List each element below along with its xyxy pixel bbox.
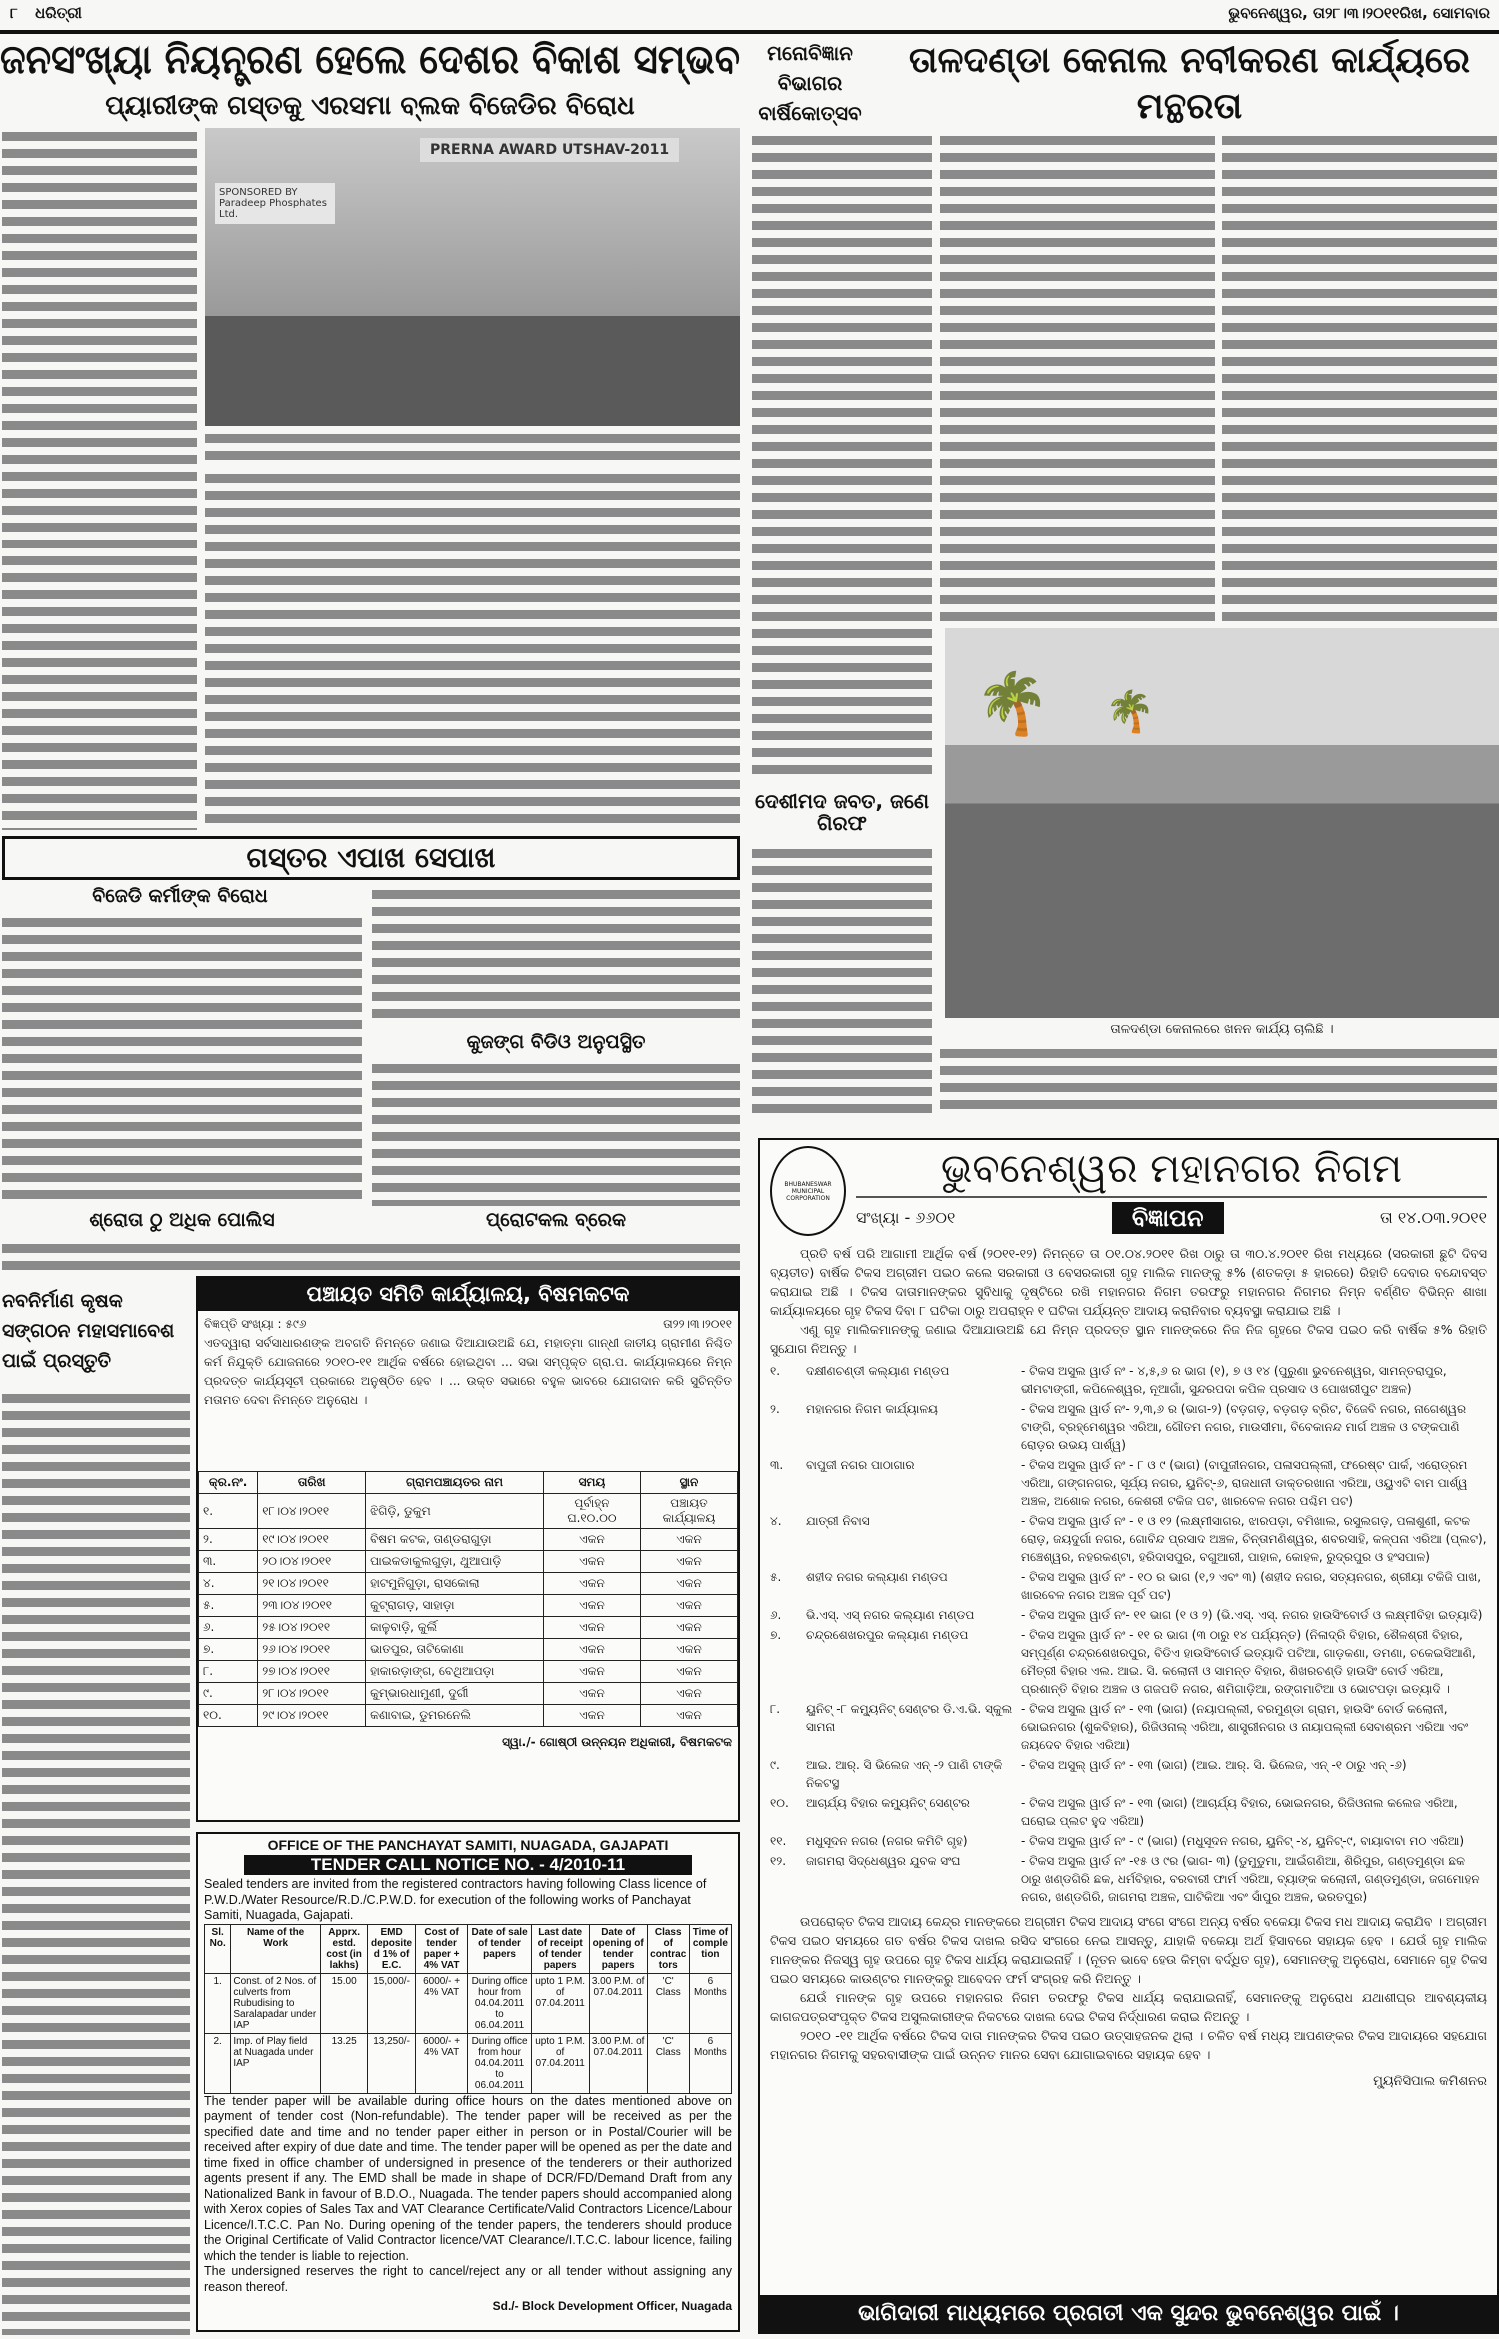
bmc-intro: ପ୍ରତି ବର୍ଷ ପରି ଆଗାମୀ ଆର୍ଥିକ ବର୍ଷ (୨୦୧୧-୧୨) ନିମନ୍ତେ ତା ୦୧.୦୪.୨୦୧୧ ରିଖ ଠାରୁ ତା ୩୦.୪.୨୦୧୧ ରିଖ ମଧ୍ୟରେ (ସରକାରୀ ଛୁଟି ଦିବସ ବ୍ୟତୀତ) ବାର୍ଷିକ ଟିକସ ଅଗ୍ରୀମ ପଇଠ କଲେ ସରକାରୀ ଓ ବେସରକାରୀ ଗୃହ ମାଲିକ ମାନଙ୍କୁ ୫% (ଶତକଡ଼ା ୫ ହାରରେ) ରିହାତି ଦେବାର ବନ୍ଦୋବସ୍ତ କରାଯାଇ ଅଛି । ଟିକସ ଦାତାମାନଙ୍କର ସୁବିଧାକୁ ଦୃଷ୍ଟିରେ ରଖି ମହାନଗର ନିଗମ ତରଫରୁ ମହାନଗର ନିଗମର ନିମ୍ନ ବର୍ଣ୍ଣିତ ବିଭିନ୍ନ ଶାଖା କାର୍ଯ୍ୟାଳୟରେ ଗୃହ ଟିକସ ଦିବା ୮ ଘଟିକା ଠାରୁ ଅପରାହ୍ନ ୧ ଘଟିକା ପର୍ଯ୍ୟନ୍ତ ଆଦାୟ କରାନିବାର ବ୍ୟବସ୍ଥା କରାଯାଇ ଅଛି । <box>770 1246 1487 1318</box>
bmc-title: ଭୁବନେଶ୍ୱର ମହାନଗର ନିଗମ <box>940 1146 1403 1192</box>
table-cell: ଏକନ <box>543 1639 640 1661</box>
canal-body-col2 <box>1222 132 1497 622</box>
list-item <box>770 1456 1487 1510</box>
table-cell: ଏକନ <box>640 1529 737 1551</box>
visit-subhead-1-box <box>20 886 340 907</box>
bmc-number: ସଂଖ୍ୟା - ୬୬୦୧ <box>856 1208 956 1227</box>
table-cell: ୧୮।୦୪।୨୦୧୧ <box>258 1494 366 1529</box>
item-location: ମଧୁସୂଦନ ନଗର (ନଗର କମିଟି ଗୃହ) <box>806 1834 968 1848</box>
table-cell: ଏକନ <box>640 1573 737 1595</box>
lead-body-col3 <box>2 552 197 830</box>
table-cell: ଏକନ <box>543 1683 640 1705</box>
table-header: EMD deposited 1% of E.C. <box>368 1924 415 1973</box>
table-header: ସମୟ <box>543 1472 640 1494</box>
table-row <box>199 1683 738 1705</box>
table-row <box>199 1573 738 1595</box>
table-cell: 'C' Class <box>647 1973 689 2033</box>
item-details: - ଟିକସ ଅସୁଲ ୱାର୍ଡ ନଂ - ୧୧ ର ଭାଗ (୩ ଠାରୁ ୧୪ ପର୍ଯ୍ୟନ୍ତ) (ନିଳାଦ୍ରି ବିହାର, ଶୈଳଶ୍ରୀ ବିହାର, ସମ୍ପୂର୍ଣ୍ଣ ଚନ୍ଦ୍ରଶେଖରପୁର, ବିଡିଏ ହାଉସିଂବୋର୍ଡ ଇତ୍ୟାଦି ପଟିଆ, ଗାଡ଼କଣା, ଡମଣା, ଚକେଇସିଆଣି, ମୈତ୍ରୀ ବିହାର ଏଲ. ଆଇ. ସି. କଲୋନୀ ଓ ସାମନ୍ତ ବିହାର, ଶିଖରଚଣ୍ଡି ହାଉସିଂ ବୋର୍ଡ ଏରିଆ, ପ୍ରଶାନ୍ତି ବିହାର ଅଞ୍ଚଳ ଓ ଗଜପତି ନଗର, ଶମିଗାଡ଼ିଆ, ରଙ୍ଗମାଟିଆ ଓ ଭୋଟପଡ଼ା ଇତ୍ୟାଦି । <box>1021 1628 1476 1696</box>
table-cell: ୧୯।୦୪।୨୦୧୧ <box>258 1529 366 1551</box>
lead-photo <box>205 128 740 426</box>
photo-table <box>205 316 740 426</box>
table-row <box>199 1617 738 1639</box>
tender-title: TENDER CALL NOTICE NO. - 4/2010-11 <box>244 1855 692 1875</box>
item-location: ଭି.ଏସ୍. ଏସ୍ ନଗର କଲ୍ୟାଣ ମଣ୍ଡପ <box>806 1608 975 1622</box>
visit-body-col1 <box>2 914 362 1206</box>
liquor-headline: ଦେଶୀମଦ ଜବତ, ଜଣେ ଗିରଫ <box>755 789 929 835</box>
lead-photo-caption <box>205 430 740 464</box>
item-location: ଜାଗମରା ସିଦ୍ଧେଶ୍ୱର ଯୁବକ ସଂଘ <box>806 1854 961 1868</box>
table-cell: ପୂର୍ବାହ୍ନ ଘ.୧୦.୦୦ <box>543 1494 640 1529</box>
canal-photo-caption-box <box>945 1022 1499 1037</box>
canal-photo-caption: ତାଳଦଣ୍ଡା କେନାଲରେ ଖନନ କାର୍ଯ୍ୟ ଚାଲିଛି । <box>1110 1022 1334 1037</box>
canal-body-col3 <box>940 1045 1497 1117</box>
table-cell: 15,000/- <box>368 1973 415 2033</box>
table-cell: ପଞ୍ଚାୟତ କାର୍ଯ୍ୟାଳୟ <box>640 1494 737 1529</box>
photo-sponsor: SPONSORED BY Paradeep Phosphates Ltd. <box>215 183 335 224</box>
table-cell: କାଳୁବାଡ଼ି, କୁର୍ଲି <box>366 1617 544 1639</box>
list-item <box>770 1756 1487 1792</box>
table-row <box>205 2033 732 2093</box>
table-cell: ୮. <box>199 1661 258 1683</box>
table-cell: ଏକନ <box>640 1683 737 1705</box>
table-cell: 15.00 <box>320 1973 367 2033</box>
tender-signature: Sd./- Block Development Officer, Nuagada <box>492 2299 732 2313</box>
item-details: - ଟିକସ ଅସୁଲ ୱାର୍ଡ ନଂ - ୧୩ (ଭାଗ) (ନୟାପଲ୍ଲୀ, ବରମୁଣ୍ଡା ଗ୍ରାମ, ହାଉସିଂ ବୋର୍ଡ କଲୋନୀ, ଭୋଇନଗର (ଶୁକବିହାର), ରିଜିଓନାଲ୍ ଏରିଆ, ଶାସ୍ତ୍ରୀନଗର ଓ ନାୟାପଲ୍ଲୀ ସେବାଶ୍ରମ ଏରିଆ ଏବଂ ଜୟଦେବ ବିହାର ଏରିଆ) <box>1021 1702 1469 1752</box>
table-cell: 13.25 <box>320 2033 367 2093</box>
bmc-seal <box>770 1146 846 1236</box>
side-headline: ମନୋବିଜ୍ଞାନ ବିଭାଗର ବାର୍ଷିକୋତ୍ସବ <box>758 41 862 125</box>
lead-headline-box <box>0 38 740 86</box>
table-cell: ୬. <box>199 1617 258 1639</box>
table-cell: ଏକନ <box>543 1661 640 1683</box>
list-item <box>770 1832 1487 1850</box>
table-cell: ୪. <box>199 1573 258 1595</box>
item-number: ୫. <box>770 1570 782 1584</box>
table-header: Apprx. estd. cost (in lakhs) <box>320 1924 367 1973</box>
table-cell: ଝିଗିଡ଼ି, ଡୁକୁମ <box>366 1494 544 1529</box>
panchayat-schedule-table <box>198 1471 738 1727</box>
table-cell: ୧. <box>199 1494 258 1529</box>
item-details: - ଟିକସ ଅସୁଲ ୱାର୍ଡ ନଂ -୧୫ ଓ ୯ର (ଭାଗ- ୩) (ଡୁମୁଡୁମା, ଆଇଁଗଣିଆ, ଶିରିପୁର, ଗଣ୍ଡମୁଣ୍ଡା ଛକ ଠାରୁ ଖଣ୍ଡଗିରି ଛକ, ଧର୍ମବିହାର, ବରବାରୀ ଫାର୍ମ ଏରିଆ, ବ୍ୟାଙ୍କ କଲୋନୀ, ଗଣ୍ଡମୁଣ୍ଡା, ଜଗମୋହନ ନଗର, ଖଣ୍ଡଗିରି, ଜାଗମରା ଅଞ୍ଚଳ, ଘାଟିକିଆ ଏବଂ ସାଁପୁର ଅଞ୍ଚଳ, ଭରତପୁର) <box>1021 1854 1480 1904</box>
item-location: ଆଚାର୍ଯ୍ୟ ବିହାର କମ୍ୟୁନିଟ୍ ସେଣ୍ଟର <box>806 1796 970 1810</box>
tender-notice <box>196 1832 740 2332</box>
visit-body-col2b <box>372 1060 740 1206</box>
bmc-seal-text: BHUBANESWAR MUNICIPAL CORPORATION <box>784 1180 832 1202</box>
item-details: - ଟିକସ ଅସୁଲ ୱାର୍ଡ ନଂ- ୨,୩,୬ ର (ଭାଗ-୨) (ବଡ଼ଗଡ଼, ବଡ଼ଗଡ଼ ବ୍ରିଟ, ବିଜେବି ନଗର, ନାଗେଶ୍ୱର ଟାଙ୍ଗି, ବ୍ରହ୍ମେଶ୍ୱର ଏରିଆ, ଗୌତମ ନଗର, ମାଉସୀମା, ବିବେକାନନ୍ଦ ମାର୍ଗ ଅଞ୍ଚଳ ଓ ଟଙ୍କପାଣି ରୋଡ଼ର ଉଭୟ ପାର୍ଶ୍ୱ) <box>1021 1402 1467 1452</box>
palm-tree-icon: 🌴 <box>975 669 1050 739</box>
table-row <box>199 1705 738 1727</box>
bmc-signature: ମ୍ୟୁନିସିପାଲ କମିଶନର <box>1373 2074 1487 2089</box>
item-details: - ଟିକସ ଅସୁଲ ୱାର୍ଡ ନଂ- ୧୧ ଭାଗ (୧ ଓ ୨) (ଭି.ଏସ୍. ଏସ୍. ନଗର ହାଉସିଂବୋର୍ଡ ଓ ଲକ୍ଷ୍ମୀବିହା ଇତ୍ୟାଦି) <box>1021 1608 1483 1622</box>
panchayat-signature: ସ୍ୱା./- ଗୋଷ୍ଠୀ ଉନ୍ନୟନ ଅଧିକାରୀ, ବିଷମକଟକ <box>502 1735 732 1749</box>
item-location: ୟୁନିଟ୍ -୮ କମ୍ୟୁନିଟ୍ ସେଣ୍ଟର ଡି.ଏ.ଭି. ସ୍କୁଲ ସାମନା <box>806 1702 1013 1734</box>
table-header: Class of contractors <box>647 1924 689 1973</box>
table-cell: During office from hour 04.04.2011 to 06.04.2011 <box>468 2033 531 2093</box>
table-header: ସ୍ଥାନ <box>640 1472 737 1494</box>
table-cell: upto 1 P.M. of 07.04.2011 <box>531 2033 589 2093</box>
list-item <box>770 1362 1487 1398</box>
visit-banner-box <box>2 836 740 880</box>
list-item <box>770 1794 1487 1830</box>
item-number: ୬. <box>770 1608 782 1622</box>
canal-headline: ତାଳଦଣ୍ଡା କେନାଲ ନବୀକରଣ କାର୍ଯ୍ୟରେ ମନ୍ଥରତା <box>908 40 1471 127</box>
table-cell: ପାଇକଡାକୁଲଗୁଡ଼ା, ଥୁଆପାଡ଼ି <box>366 1551 544 1573</box>
item-number: ୧୨. <box>770 1854 787 1868</box>
table-cell: ଏକନ <box>543 1551 640 1573</box>
item-details: - ଟିକସ ଅସୁଲ ୱାର୍ଡ ନଂ - ୧ ଓ ୧୨ (ଲକ୍ଷ୍ମୀସାଗର, ଝାରପଡ଼ା, ବମିଖାଲ, ରସୁଲଗଡ଼, ପଳାଶୁଣୀ, କଟକ ରୋଡ଼, ଜୟଦୁର୍ଗା ନଗର, ଗୋବିନ୍ଦ ପ୍ରସାଦ ଅଞ୍ଚଳ, ଚିନ୍ତାମଣିଶ୍ୱର, ଶବରସାହି, କଳ୍ପନା ଏରିଆ (ପ୍ଲଟ), ମଞ୍ଚେଶ୍ୱର, ନହରକଣ୍ଟା, ହରିଦାସପୁର, ବଗୁଆରୀ, ପାହାଳ, କୋହଳ, ରୁଦ୍ରପୁର ଓ ହଂସପାଳ) <box>1021 1514 1487 1564</box>
table-header: ତାରିଖ <box>258 1472 366 1494</box>
farmer-body <box>2 1390 190 2335</box>
table-header: Date of sale of tender papers <box>468 1924 531 1973</box>
visit-subhead-2: କୁଜଙ୍ଗ ବିଡିଓ ଅନୁପସ୍ଥିତ <box>466 1031 646 1053</box>
visit-banner: ଗସ୍ତର ଏପାଖ ସେପାଖ <box>246 841 496 874</box>
tender-terms: The tender paper will be available during office hours on the dates mentioned above on payment of tender cost (Non-refundable). The tender paper will be received as per the specified date and time and no tender paper either in person or in Postal/Courier will be received after expiry of due date and time. The tender paper will be opened as per the date and time fixed in office chamber of undersigned in presence of the tenderers or their authorized agents present if any. The EMD shall be made in shape of DCR/FD/Demand Draft from any Nationalized Bank in favour of B.D.O., Nuagada. The tender papers should accompanied along with Xerox copies of Sales Tax and VAT Clearance Certificate/Valid Contractors Licence/Labour Licence/I.T.C.C. Pan No. During opening of the tender papers, the tenderers should produce the Original Certificate of Valid Contractor licence/VAT Clearance/I.T.C.C. labour licence, failing which the tender is liable to rejection. <box>204 2093 732 2263</box>
table-row <box>199 1639 738 1661</box>
list-item <box>770 1568 1487 1604</box>
table-row <box>199 1661 738 1683</box>
table-header: ଗ୍ରାମପଞ୍ଚାୟତର ନାମ <box>366 1472 544 1494</box>
bmc-label: ବିଜ୍ଞାପନ <box>1112 1202 1224 1234</box>
list-item <box>770 1852 1487 1906</box>
panchayat-intro: ଏତଦ୍ୱାରା ସର୍ବସାଧାରଣଙ୍କ ଅବଗତି ନିମନ୍ତେ ଜଣାଇ ଦିଆଯାଉଅଛି ଯେ, ମହାତ୍ମା ଗାନ୍ଧୀ ଜାତୀୟ ଗ୍ରାମୀଣ ନିଶ୍ଚିତ କର୍ମ ନିଯୁକ୍ତି ଯୋଜନାରେ ୨୦୧୦-୧୧ ଆର୍ଥିକ ବର୍ଷରେ ହୋଇଥିବା ... ସଭା ସମ୍ପୃକ୍ତ ଗ୍ରା.ପ. କାର୍ଯ୍ୟାଳୟରେ ନିମ୍ନ ପ୍ରଦତ୍ତ କାର୍ଯ୍ୟସୂଚୀ ପ୍ରକାରେ ଅନୁଷ୍ଠିତ ହେବ । ... ଉକ୍ତ ସଭାରେ ବହୁଳ ଭାବରେ ଯୋଗଦାନ କରି ସୁଚିନ୍ତିତ ମତାମତ ଦେବା ନିମନ୍ତେ ଅନୁରୋଧ । <box>204 1336 732 1407</box>
item-number: ୯. <box>770 1758 780 1772</box>
table-cell: ୨୯।୦୪।୨୦୧୧ <box>258 1705 366 1727</box>
table-cell: ଏକନ <box>543 1617 640 1639</box>
bmc-para3: ୨୦୧୦ -୧୧ ଆର୍ଥିକ ବର୍ଷରେ ଟିକସ ଦାତା ମାନଙ୍କର ଟିକସ ପଇଠ ଉତ୍ସାହଜନକ ଥିଲା । ଚଳିତ ବର୍ଷ ମଧ୍ୟ ଆପଣଙ୍କର ଟିକସ ଆଦାୟରେ ସହଯୋଗ ମହାନଗର ନିଗମକୁ ସହରବାସୀଙ୍କ ପାଇଁ ଉନ୍ନତ ମାନର ସେବା ଯୋଗାଇବାରେ ସହାୟକ ହେବ । <box>770 2028 1487 2062</box>
side-body <box>752 132 932 782</box>
table-cell: ଏକନ <box>543 1595 640 1617</box>
table-header: Time of completion <box>689 1924 731 1973</box>
table-cell: Imp. of Play field at Nuagada under IAP <box>231 2033 321 2093</box>
bmc-para1: ଉପରୋକ୍ତ ଟିକସ ଆଦାୟ କେନ୍ଦ୍ର ମାନଙ୍କରେ ଅଗ୍ରୀମ ଟିକସ ଆଦାୟ ସଂଗେ ସଂଗେ ଅନ୍ୟ ବର୍ଷର ବକେୟା ଟିକସ ମଧ ଆଦାୟ କରାଯିବ । ଅଗ୍ରୀମ ଟିକସ ପଇଠ ସମୟରେ ଗତ ବର୍ଷର ଟିକସ ଦାଖଲ ରସିଦ ସଂଗରେ ନେଇ ଆସନ୍ତୁ, ଯାହାକି ବକେୟା ଅର୍ଥ ହିସାବରେ ସହାୟକ ହେବ । ଯେଉଁ ଗୃହ ମାଲିକ ମାନଙ୍କର ନିଜସ୍ୱ ଗୃହ ଉପରେ ଗୃହ ଟିକସ ଧାର୍ଯ୍ୟ କରାଯାଇନାହିଁ । (ନୂତନ ଭାବେ ହେଉ କିମ୍ବା ବର୍ଦ୍ଧିତ ଗୃହ), ସେମାନଙ୍କୁ ଅନୁରୋଧ, ସେମାନେ ଗୃହ ଟିକସ ପଇଠ ସମୟରେ କାଉଣ୍ଟର ମାନଙ୍କରୁ ଆବେଦନ ଫର୍ମ ସଂଗ୍ରହ କରି ନିଅନ୍ତୁ । <box>770 1914 1487 1986</box>
table-cell: Const. of 2 Nos. of culverts from Rubudising to Saralapadar under IAP <box>231 1973 321 2033</box>
item-number: ୪. <box>770 1514 782 1528</box>
bmc-para2: ଯେଉଁ ମାନଙ୍କ ଗୃହ ଉପରେ ମହାନଗର ନିଗମ ତରଫରୁ ଟିକସ ଧାର୍ଯ୍ୟ କରାଯାଇନାହିଁ, ସେମାନଙ୍କୁ ଅନୁରୋଧ ଯଥାଶୀଘ୍ର ଆବଶ୍ୟକୀୟ କାଗଜପତ୍ରସଂପୃକ୍ତ ଟିକସ ଅସୁଲକାରୀଙ୍କ ନିକଟରେ ଦାଖଲ ଦେଇ ଟିକସ ନିର୍ଦ୍ଧାରଣ କରାଇ ନିଅନ୍ତୁ । <box>770 1990 1487 2024</box>
table-cell: ଏକନ <box>543 1705 640 1727</box>
list-item <box>770 1400 1487 1454</box>
item-location: ଚନ୍ଦ୍ରଶେଖରପୁର କଲ୍ୟାଣ ମଣ୍ଡପ <box>806 1628 969 1642</box>
canal-body-col1 <box>940 132 1215 622</box>
item-location: ଦକ୍ଷୀଣଚଣ୍ଡୀ କଲ୍ୟାଣ ମଣ୍ଡପ <box>806 1364 950 1378</box>
table-cell: ଭାତପୁର, ତାଟିକୋଣା <box>366 1639 544 1661</box>
lead-subhead: ପ୍ୟାରୀଙ୍କ ଗସ୍ତକୁ ଏରସମା ବ୍ଲକ ବିଜେଡିର ବିରୋଧ <box>105 91 635 121</box>
table-cell: ଏକନ <box>640 1595 737 1617</box>
list-item <box>770 1512 1487 1566</box>
lead-headline: ଜନସଂଖ୍ୟା ନିୟନ୍ତ୍ରଣ ହେଲେ ଦେଶର ବିକାଶ ସମ୍ଭବ <box>0 37 740 83</box>
table-header: Last date of receipt of tender papers <box>531 1924 589 1973</box>
table-cell: ଏକନ <box>543 1573 640 1595</box>
table-cell: କୁମ୍ଭାରଧାମୁଣୀ, ଦୁର୍ଗୀ <box>366 1683 544 1705</box>
table-header: Sl. No. <box>205 1924 231 1973</box>
item-details: - ଟିକସ ଅସୁଲ ୱାର୍ଡ ନଂ - ୪,୫,୬ ର ଭାଗ (୧), ୭ ଓ ୧୪ (ପୁରୁଣା ଭୁବନେଶ୍ୱର, ସାମନ୍ତରାପୁର, ଭୀମଟାଙ୍ଗୀ, କପିଳେଶ୍ୱର, ନୂଆଗାଁ, ସୁନ୍ଦରପଦା କପିଳ ପ୍ରସାଦ ଓ ପୋଖରୀପୁଟ ଅଞ୍ଚଳ) <box>1021 1364 1447 1396</box>
table-cell: ଏକନ <box>640 1551 737 1573</box>
item-details: - ଟିକସ ଅସୁଲ ୱାର୍ଡ ନଂ - ୯ (ଭାଗ) (ମଧୁସୂଦନ ନଗର, ୟୁନିଟ୍ -୪, ୟୁନିଟ୍-୯, ବାୟାବାବା ମଠ ଏରିଆ) <box>1021 1834 1465 1848</box>
tender-office: OFFICE OF THE PANCHAYAT SAMITI, NUAGADA, GAJAPATI <box>267 1837 669 1853</box>
page-number: ୮ <box>10 4 18 22</box>
item-location: ମହାନଗର ନିଗମ କାର୍ଯ୍ୟାଳୟ <box>806 1402 938 1416</box>
table-cell: 6 Months <box>689 2033 731 2093</box>
farmer-headline: ନବନିର୍ମାଣ କୃଷକ ସଙ୍ଗଠନ ମହାସମାବେଶ ପାଇଁ ପ୍ରସ୍ତୁତି <box>2 1290 175 1372</box>
lead-body-col1 <box>2 128 197 548</box>
table-header: Cost of tender paper + 4% VAT <box>415 1924 468 1973</box>
list-item <box>770 1626 1487 1698</box>
bmc-date: ତା ୧୪.୦୩.୨୦୧୧ <box>1380 1208 1487 1227</box>
table-cell: ହାଟମୁନିଗୁଡ଼ା, ରାସକୋଲା <box>366 1573 544 1595</box>
table-cell: 2. <box>205 2033 231 2093</box>
table-cell: ୨୬।୦୪।୨୦୧୧ <box>258 1639 366 1661</box>
visit-subhead-1: ବିଜେଡି କର୍ମୀଙ୍କ ବିରୋଧ <box>92 885 268 907</box>
table-cell: 6000/- + 4% VAT <box>415 2033 468 2093</box>
item-number: ୩. <box>770 1458 784 1472</box>
table-cell: ୫. <box>199 1595 258 1617</box>
dateline: ଭୁବନେଶ୍ୱର, ତା୨୮।୩।୨୦୧୧ରିଖ, ସୋମବାର <box>1228 4 1490 22</box>
table-cell: ୨୫।୦୪।୨୦୧୧ <box>258 1617 366 1639</box>
table-cell: 13,250/- <box>368 2033 415 2093</box>
lead-body-col2 <box>205 470 740 830</box>
masthead-rule <box>0 30 1499 34</box>
visit-subhead-2-box <box>372 1032 740 1053</box>
item-details: - ଟିକସ ଅସୁଲ ୱାର୍ଡ ନଂ - ୮ ଓ ୯ (ଭାଗ) (ବାପୁଜୀନଗର, ପଳାସପଲ୍ଲୀ, ଫରେଷ୍ଟ ପାର୍କ, ଏରୋଡ୍ରମ ଏରିଆ, ଗଙ୍ଗନଗର, ସୂର୍ଯ୍ୟ ନଗର, ୟୁନିଟ୍-୬, ରାଜଧାନୀ ଡାକ୍ତରଖାନା ଏରିଆ, ଓୟୁଏଟି ବାମ ପାର୍ଶ୍ୱ ଅଞ୍ଚଳ, ଅଶୋକ ନଗର, କେଶରୀ ଟକିଜ ପଟ, ଖାରବେଳ ନଗର ପଶ୍ଚିମ ପଟ) <box>1021 1458 1468 1508</box>
paper-name: ଧରିତ୍ରୀ <box>35 4 82 22</box>
table-cell: କୁଟ୍ରାଗଡ଼, ସାହାଡ଼ା <box>366 1595 544 1617</box>
table-cell: 'C' Class <box>647 2033 689 2093</box>
table-cell: ୯. <box>199 1683 258 1705</box>
item-number: ୧. <box>770 1364 781 1378</box>
tender-intro: Sealed tenders are invited from the registered contractors having following Class licence of P.W.D./Water Resource/R.D./C.P.W.D. for execution of the following works of Panchayat Samiti, Nuagada, Gajapati. <box>204 1877 707 1922</box>
list-item <box>770 1700 1487 1754</box>
panchayat-notice <box>196 1276 740 1822</box>
tender-reserve: The undersigned reserves the right to cancel/reject any or all tender without assigning any reason thereof. <box>204 2264 732 2294</box>
visit-body-col3 <box>2 1240 740 1272</box>
item-details: - ଟିକସ ଅସୁଲ ୱାର୍ଡ ନଂ - ୧୩ (ଭାଗ) (ଆଚାର୍ଯ୍ୟ ବିହାର, ଭୋଇନଗର, ରିଜିଓନାଲ କଲେଜ ଏରିଆ, ଘରୋଇ ପ୍ଲଟ ହୁଦ ଏରିଆ) <box>1021 1796 1458 1828</box>
item-location: ଯାତ୍ରୀ ନିବାସ <box>806 1514 870 1528</box>
table-cell: ୨. <box>199 1529 258 1551</box>
table-cell: କଣାବାଇ, ଡୁମରନେଲି <box>366 1705 544 1727</box>
table-cell: 6000/- + 4% VAT <box>415 1973 468 2033</box>
table-cell: ୨୧।୦୪।୨୦୧୧ <box>258 1573 366 1595</box>
table-cell: ୨୦।୦୪।୨୦୧୧ <box>258 1551 366 1573</box>
visit-subhead-3: ଶ୍ରୋତା ଠୁ ଅଧିକ ପୋଲିସ <box>89 1209 275 1231</box>
canal-photo <box>945 628 1499 1018</box>
palm-tree-icon: 🌴 <box>1105 689 1155 735</box>
bmc-notice <box>758 1138 1499 2334</box>
item-number: ୮. <box>770 1702 781 1716</box>
item-number: ୧୦. <box>770 1796 789 1810</box>
table-cell: 3.00 P.M. of 07.04.2011 <box>589 1973 647 2033</box>
table-cell: ଏକନ <box>640 1639 737 1661</box>
item-number: ୨. <box>770 1402 780 1416</box>
tender-table <box>204 1924 732 2094</box>
bmc-location-list <box>770 1362 1487 1908</box>
item-number: ୧୧. <box>770 1834 787 1848</box>
bmc-slogan-box <box>760 2295 1497 2332</box>
table-cell: ୭. <box>199 1639 258 1661</box>
table-cell: ଏକନ <box>640 1705 737 1727</box>
visit-subhead-4-box <box>372 1210 740 1231</box>
table-cell: ୨୮।୦୪।୨୦୧୧ <box>258 1683 366 1705</box>
table-cell: 3.00 P.M. of 07.04.2011 <box>589 2033 647 2093</box>
table-cell: ୨୭।୦୪।୨୦୧୧ <box>258 1661 366 1683</box>
item-location: ବାପୁଜୀ ନଗର ପାଠାଗାର <box>806 1458 915 1472</box>
masthead <box>10 4 1490 28</box>
visit-banner-wrap <box>5 839 737 877</box>
table-cell: 1. <box>205 1973 231 2033</box>
panchayat-title-box <box>198 1278 738 1311</box>
table-cell: ୨୩।୦୪।୨୦୧୧ <box>258 1595 366 1617</box>
photo-banner: PRERNA AWARD UTSHAV-2011 <box>420 138 679 162</box>
bmc-header <box>770 1146 1487 1236</box>
panchayat-title: ପଞ୍ଚାୟତ ସମିତି କାର୍ଯ୍ୟାଳୟ, ବିଷମକଟକ <box>306 1282 630 1306</box>
table-cell: ୧୦. <box>199 1705 258 1727</box>
table-cell: 6 Months <box>689 1973 731 2033</box>
table-row <box>199 1551 738 1573</box>
item-details: - ଟିକସ ଅସୁଲ ୱାର୍ଡ ନଂ - ୧୦ ର ଭାଗ (୧,୨ ଏବଂ ୩) (ଶହୀଦ ନଗର, ସତ୍ୟନଗର, ଶ୍ରୀୟା ଟକିଜି ପାଖ, ଖାରବେଳ ନଗର ଅଞ୍ଚଳ ପୂର୍ବ ପଟ) <box>1021 1570 1482 1602</box>
table-cell: ୩. <box>199 1551 258 1573</box>
panchayat-notice-no: ବିଜ୍ଞପ୍ତି ସଂଖ୍ୟା : ୫୯୬ <box>204 1317 307 1331</box>
table-cell: ଏକନ <box>640 1661 737 1683</box>
table-cell: ଏକନ <box>640 1617 737 1639</box>
visit-subhead-4: ପ୍ରୋଟକଲ ବ୍ରେକ <box>485 1209 627 1231</box>
item-location: ଶହୀଦ ନଗର କଲ୍ୟାଣ ମଣ୍ଡପ <box>806 1570 948 1584</box>
visit-subhead-3-box <box>2 1210 362 1231</box>
list-item <box>770 1606 1487 1624</box>
table-header: କ୍ର.ନଂ. <box>199 1472 258 1494</box>
table-cell: ହାକାରଡ଼ାଙ୍ଗ, ବେଥିଆପଡ଼ା <box>366 1661 544 1683</box>
table-row <box>199 1529 738 1551</box>
item-number: ୭. <box>770 1628 782 1642</box>
table-cell: upto 1 P.M. of 07.04.2011 <box>531 1973 589 2033</box>
table-header: Name of the Work <box>231 1924 321 1973</box>
table-row <box>199 1595 738 1617</box>
table-row <box>205 1973 732 2033</box>
table-header: Date of opening of tender papers <box>589 1924 647 1973</box>
visit-body-col2a <box>372 886 740 1026</box>
lead-subhead-box <box>0 92 740 124</box>
table-cell: During office hour from 04.04.2011 to 06.04.2011 <box>468 1973 531 2033</box>
table-cell: ଏକନ <box>543 1529 640 1551</box>
liquor-body <box>752 845 932 1115</box>
bmc-slogan: ଭାଗିଦାରୀ ମାଧ୍ୟମରେ ପ୍ରଗତୀ ଏକ ସୁନ୍ଦର ଭୁବନେଶ୍ୱର ପାଇଁ । <box>858 2301 1399 2326</box>
item-details: - ଟିକସ ଅସୁଲ୍ ୱାର୍ଡ ନଂ - ୧୩ (ଭାଗ) (ଆଇ. ଆର୍. ସି. ଭିଲେଜ, ଏନ୍ -୧ ଠାରୁ ଏନ୍ -୬) <box>1021 1758 1407 1772</box>
item-location: ଆଇ. ଆର୍. ସି ଭିଲେଜ ଏନ୍ -୨ ପାଣି ଟାଙ୍କି ନିକଟସ୍ଥ <box>806 1758 1003 1790</box>
table-cell: ବିଷମ କଟକ, ତାଣ୍ଡରାଗୁଡ଼ା <box>366 1529 544 1551</box>
table-row <box>199 1494 738 1529</box>
panchayat-date: ତା୨୨।୩।୨୦୧୧ <box>663 1317 732 1331</box>
bmc-intro2: ଏଣୁ ଗୃହ ମାଲିକମାନଙ୍କୁ ଜଣାଇ ଦିଆଯାଉଅଛି ଯେ ନିମ୍ନ ପ୍ରଦତ୍ତ ସ୍ଥାନ ମାନଙ୍କରେ ନିଜ ନିଜ ଗୃହରେ ଟିକସ ପଇଠ କରି ବାର୍ଷିକ ୫% ରିହାତି ସୁଯୋଗ ନିଅନ୍ତୁ । <box>770 1322 1487 1356</box>
bmc-title-box <box>856 1146 1487 1198</box>
